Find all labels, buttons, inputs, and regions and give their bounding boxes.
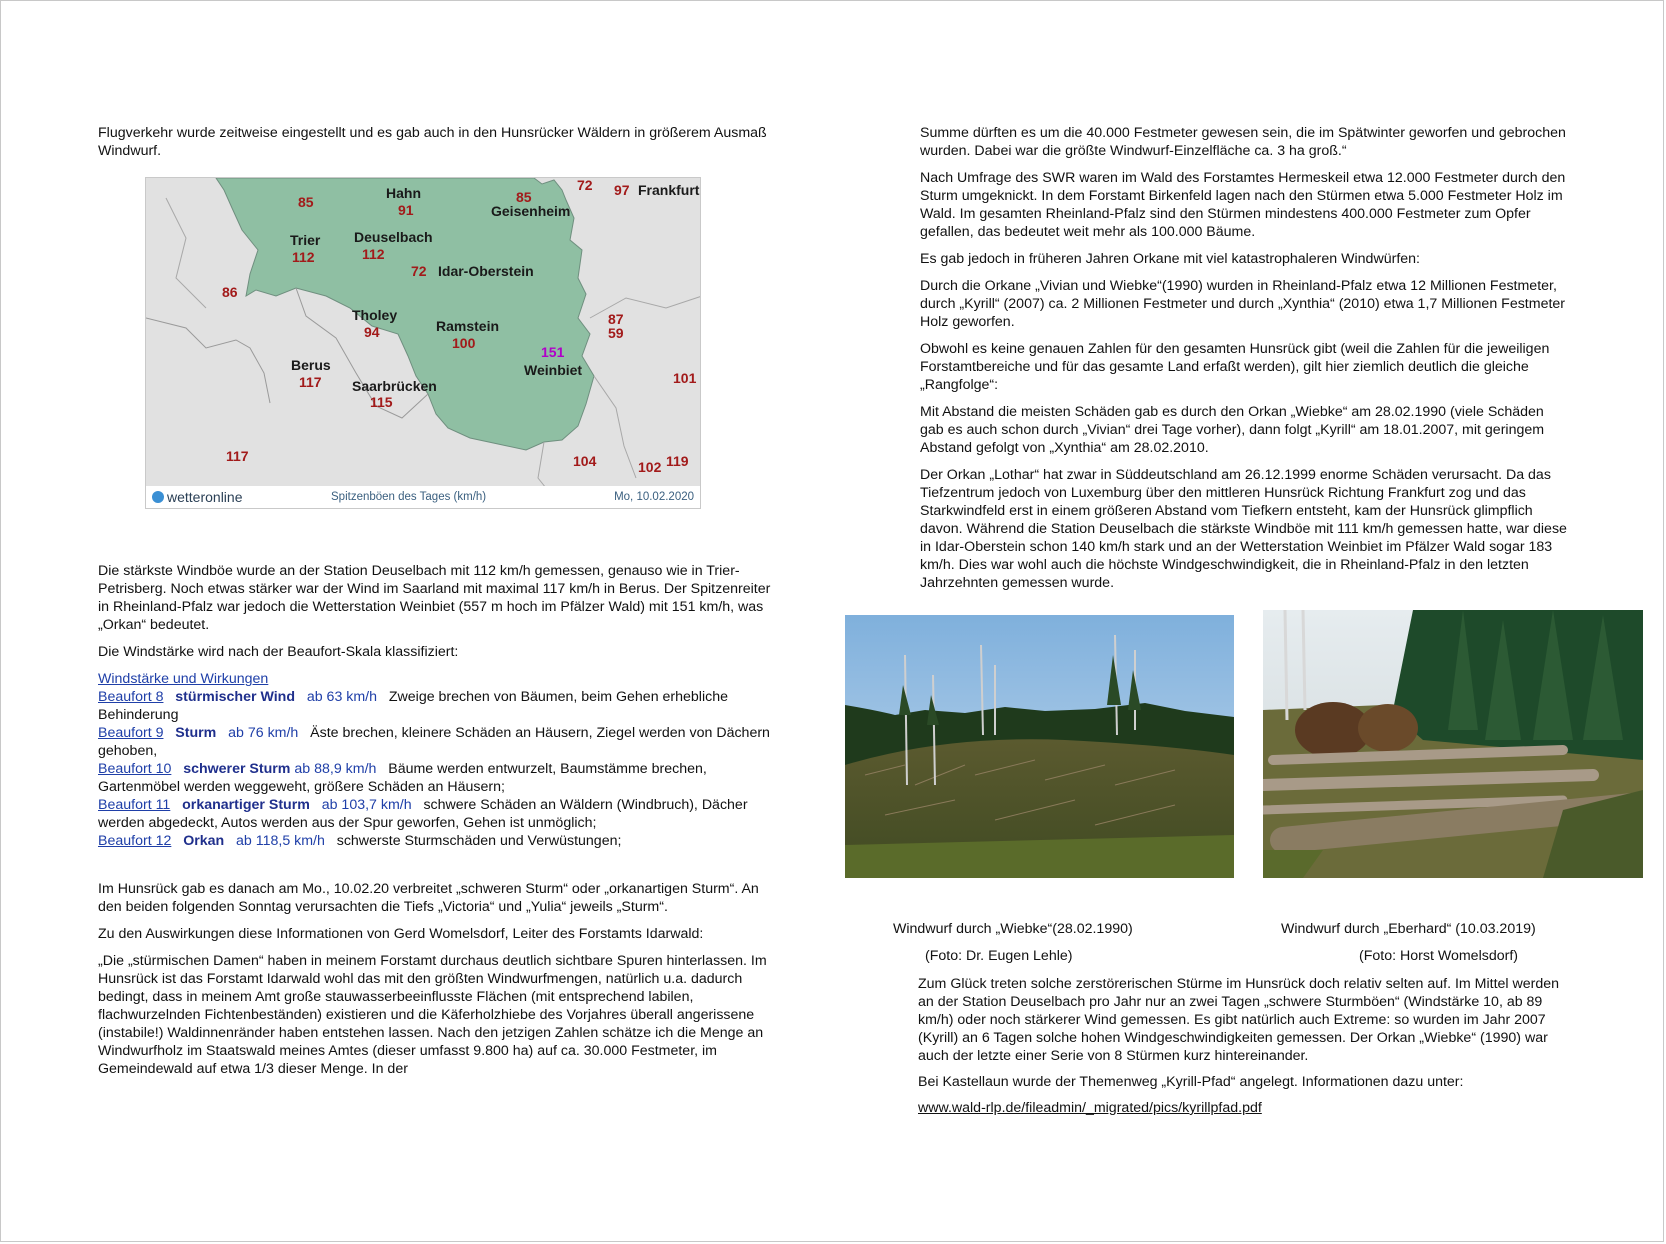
beaufort-link[interactable]: Beaufort 11 [98, 797, 171, 813]
beaufort-name: stürmischer Wind [175, 689, 295, 705]
beaufort-heading-link[interactable]: Windstärke und Wirkungen [98, 671, 269, 687]
kyrill-pfad-link[interactable]: www.wald-rlp.de/fileadmin/_migrated/pics/kyrillpfad.pdf [918, 1100, 1262, 1116]
paragraph-6: Mit Abstand die meisten Schäden gab es durch den Orkan „Wiebke“ am 28.02.1990 (viele Schäden gab es auch schon durch „Vivian“ drei Tage vorher), dann folgt „Kyrill“ am 18.01.2007, mit geringem Abstand gefolgt von „Xynthia“ am 28.02.2010. [920, 404, 1545, 456]
photo-windwurf-wiebke [845, 615, 1234, 878]
map-station-value: 85 [516, 189, 532, 205]
beaufort-name: Orkan [183, 833, 225, 849]
paragraph-4: Durch die Orkane „Vivian und Wiebke“(1990) wurden in Rheinland-Pfalz etwa 12 Millionen Festmeter, durch „Kyrill“ (2007) ca. 2 Millionen Festmeter und durch „Xynthia“ (2010) etwa 1,7 Millionen Festmeter Holz geworfen. [920, 278, 1566, 330]
map-station-value: 112 [292, 249, 315, 265]
beaufort-list [98, 670, 778, 850]
map-station-name: Ramstein [436, 318, 500, 334]
beaufort-speed: ab 76 km/h [228, 725, 299, 741]
paragraph-9: Bei Kastellaun wurde der Themenweg „Kyrill-Pfad“ angelegt. Informationen dazu unter: [918, 1074, 1464, 1090]
map-value-label: 72 [577, 177, 593, 193]
beaufort-effect: schwere Schäden an Wäldern (Windbruch), Dächer werden abgedeckt, Autos werden aus der Spur geworfen, Gehen ist unmöglich; [98, 797, 748, 831]
map-value-label: 85 [298, 194, 314, 210]
map-station-name: Weinbiet [524, 362, 583, 378]
beaufort-effect: Bäume werden entwurzelt, Baumstämme brechen, Gartenmöbel werden weggeweht, größere Schäden an Häusern; [98, 761, 707, 795]
paragraph-8: Zum Glück treten solche zerstörerischen Stürme im Hunsrück doch relativ selten auf. Im Mittel werden an der Station Deuselbach pro Jahr nur an zwei Tagen „schwere Sturmböen“ (Windstärke 10, ab 89 km/h) oder noch stärkerer Wind gemessen. Es gibt natürlich auch Extreme: so wurden im Jahr 2007 (Kyrill) an 6 Tagen solche hohen Windgeschwindigkeiten gemessen. Der Orkan „Wiebke“ (1990) war auch der letzte einer Serie von 8 Stürmen kurz hintereinander. [918, 976, 1560, 1064]
map-value-label: 59 [608, 325, 624, 341]
map-date: Mo, 10.02.2020 [614, 491, 694, 503]
right-column [920, 124, 1570, 601]
beaufort-link[interactable]: Beaufort 9 [98, 725, 164, 741]
map-station-name: Berus [291, 357, 331, 373]
beaufort-name: Sturm [175, 725, 217, 741]
map-value-label: 104 [573, 453, 597, 469]
map-station-value: 97 [614, 182, 630, 198]
intro-paragraph: Flugverkehr wurde zeitweise eingestellt und es gab auch in den Hunsrücker Wäldern in größerem Ausmaß Windwurf. [98, 125, 767, 159]
beaufort-effect: Äste brechen, kleinere Schäden an Häusern, Ziegel werden von Dächern gehoben, [98, 725, 770, 759]
map-station-value: 117 [299, 374, 322, 390]
map-value-label: 117 [226, 448, 249, 464]
beaufort-effect: Zweige brechen von Bäumen, beim Gehen erhebliche Behinderung [98, 689, 728, 723]
beaufort-link[interactable]: Beaufort 8 [98, 689, 164, 705]
paragraph-5: Obwohl es keine genauen Zahlen für den gesamten Hunsrück gibt (weil die Zahlen für die jeweiligen Forstamtbereiche und für das gesamte Land erfaßt werden), gilt hier ziemlich deutlich die gleiche „Rangfolge“: [920, 341, 1550, 393]
beaufort-item [98, 688, 778, 724]
caption-wiebke: Windwurf durch „Wiebke“(28.02.1990) [893, 921, 1133, 937]
map-value-label: 87 [608, 311, 624, 327]
map-station-value: 94 [364, 324, 380, 340]
map-footer [146, 486, 700, 508]
map-station-value: 115 [370, 394, 393, 410]
map-station-value: 72 [411, 263, 427, 279]
map-station-name: Hahn [386, 185, 421, 201]
beaufort-link[interactable]: Beaufort 10 [98, 761, 172, 777]
map-value-label: 101 [673, 370, 697, 386]
brand-name: wetteronline [167, 489, 243, 505]
beaufort-speed: ab 88,9 km/h [294, 761, 377, 777]
map-station-name: Saarbrücken [352, 378, 437, 394]
map-station-name: Idar-Oberstein [438, 263, 534, 279]
map-value-label: 102 [638, 459, 662, 475]
paragraph-scale: Die Windstärke wird nach der Beaufort-Skala klassifiziert: [98, 644, 459, 660]
paragraph-gust: Die stärkste Windböe wurde an der Station Deuselbach mit 112 km/h gemessen, genauso wie in Trier-Petrisberg. Noch etwas stärker war der Wind im Saarland mit maximal 117 km/h in Berus. Der Spitzenreiter in Rheinland-Pfalz war jedoch die Wetterstation Weinbiet (557 m hoch im Pfälzer Wald) mit 151 km/h, was „Orkan“ bedeutet. [98, 563, 771, 633]
paragraph-quote: „Die „stürmischen Damen“ haben in meinem Forstamt durchaus deutlich sichtbare Spuren hinterlassen. Im Hunsrück ist das Forstamt Idarwald wohl das mit den größten Windwurfmengen, natürlich u.a. dadurch bedingt, dass in meinem Amt große stauwasserbeeinflusste Flächen (mit entsprechend labilen, flachwurzelnden Fichtenbeständen) existieren und die Käferholzhiebe des Vorjahres überall angerissene (instabile!) Waldinnenränder haben entstehen lassen. Nach den jetzigen Zahlen schätze ich die Menge an Windwurfholz im Staatswald meines Amtes (dieser umfasst 9.800 ha) auf ca. 30.000 Festmeter, im Gemeindewald auf etwa 1/3 dieser Menge. In der [98, 953, 767, 1077]
map-station-value: 112 [362, 246, 385, 262]
beaufort-item [98, 760, 778, 796]
left-lower-text [98, 562, 778, 1087]
map-value-label: 119 [666, 453, 689, 469]
map-station-name: Frankfurt [638, 182, 700, 198]
map-station-value: 91 [398, 202, 414, 218]
paragraph-7: Der Orkan „Lothar“ hat zwar in Süddeutschland am 26.12.1999 enorme Schäden verursacht. Da das Tiefzentrum jedoch von Luxemburg über den mittleren Hunsrück Richtung Frankfurt zog und das Starkwindfeld erst in einem größeren Abstand vom Tiefkern entsteht, kam der Hunsrück glimpflich davon. Während die Station Deuselbach die stärkste Windböe mit 111 km/h gemessen hatte, war diese in Idar-Oberstein schon 140 km/h stark und an der Wetterstation Weinbiet im Pfälzer Wald sogar 183 km/h. Dies war wohl auch die höchste Windgeschwindigkeit, die in Rheinland-Pfalz in den letzten Jahrzehnten gemessen wurde. [920, 467, 1567, 591]
credit-eberhard: (Foto: Horst Womelsdorf) [1359, 948, 1518, 964]
beaufort-name: orkanartiger Sturm [182, 797, 310, 813]
map-station-name: Tholey [352, 307, 398, 323]
beaufort-item [98, 832, 778, 850]
wind-gust-map [145, 177, 701, 509]
paragraph-1: Summe dürften es um die 40.000 Festmeter gewesen sein, die im Spätwinter geworfen und gebrochen wurden. Dabei war die größte Windwurf-Einzelfläche ca. 3 ha groß.“ [920, 125, 1566, 159]
right-bottom-text [918, 975, 1568, 1125]
photo-windwurf-eberhard [1263, 610, 1643, 878]
map-caption: Spitzenböen des Tages (km/h) [331, 491, 487, 503]
paragraph-2: Nach Umfrage des SWR waren im Wald des Forstamtes Hermeskeil etwa 12.000 Festmeter durch den Sturm umgeknickt. In dem Forstamt Birkenfeld lagen nach den Stürmen etwa 5.000 Festmeter Holz im Wald. Im gesamten Rheinland-Pfalz sind den Stürmen mindestens 400.000 Festmeter zum Opfer gefallen, das bedeutet weit mehr als 100.000 Bäume. [920, 170, 1566, 240]
paragraph-info: Zu den Auswirkungen diese Informationen von Gerd Womelsdorf, Leiter des Forstamts Idarwald: [98, 926, 704, 942]
map-station-value: 100 [452, 335, 476, 351]
caption-eberhard: Windwurf durch „Eberhard“ (10.03.2019) [1281, 921, 1536, 937]
paragraph-hunsrueck: Im Hunsrück gab es danach am Mo., 10.02.20 verbreitet „schweren Sturm“ oder „orkanartigen Sturm“. An den beiden folgenden Sonntag verursachten die Tiefs „Victoria“ und „Yulia“ jeweils „Sturm“. [98, 881, 759, 915]
credit-wiebke: (Foto: Dr. Eugen Lehle) [925, 948, 1073, 964]
beaufort-link[interactable]: Beaufort 12 [98, 833, 172, 849]
beaufort-speed: ab 118,5 km/h [236, 833, 325, 849]
wetteronline-logo [152, 486, 243, 508]
paragraph-3: Es gab jedoch in früheren Jahren Orkane mit viel katastrophaleren Windwürfen: [920, 251, 1420, 267]
beaufort-speed: ab 103,7 km/h [321, 797, 412, 813]
map-station-name: Geisenheim [491, 203, 571, 219]
left-column [98, 124, 778, 169]
beaufort-name: schwerer Sturm [183, 761, 291, 777]
beaufort-speed: ab 63 km/h [306, 689, 378, 705]
map-station-name: Trier [290, 232, 321, 248]
map-station-value-max: 151 [541, 344, 565, 360]
beaufort-item [98, 796, 778, 832]
globe-icon [152, 491, 164, 503]
beaufort-effect: schwerste Sturmschäden und Verwüstungen; [336, 833, 622, 849]
map-value-label: 86 [222, 284, 238, 300]
beaufort-item [98, 724, 778, 760]
map-station-name: Deuselbach [354, 229, 433, 245]
